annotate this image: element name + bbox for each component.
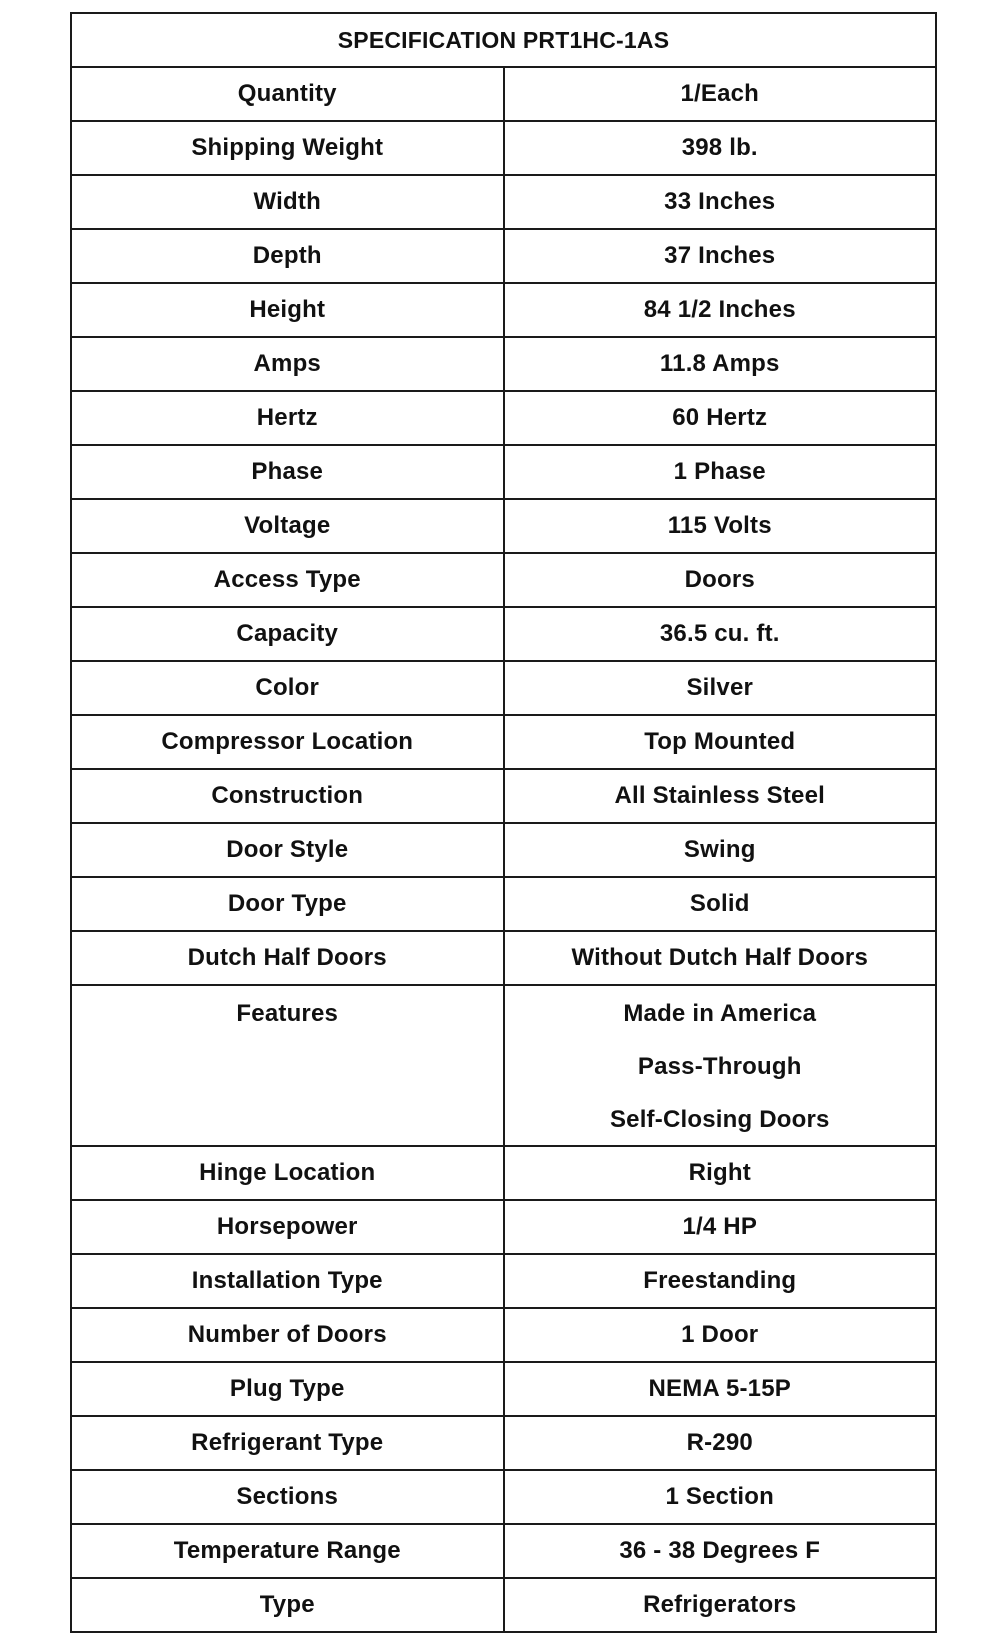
spec-label: Door Style bbox=[71, 823, 504, 877]
table-row-features bbox=[71, 985, 936, 1146]
spec-value: 398 lb. bbox=[504, 121, 937, 175]
spec-label: Installation Type bbox=[71, 1254, 504, 1308]
specification-table bbox=[70, 12, 937, 1633]
spec-value: Top Mounted bbox=[504, 715, 937, 769]
table-row bbox=[71, 877, 936, 931]
spec-label: Horsepower bbox=[71, 1200, 504, 1254]
specification-table-body bbox=[71, 13, 936, 1632]
spec-label: Access Type bbox=[71, 553, 504, 607]
spec-label: Shipping Weight bbox=[71, 121, 504, 175]
spec-label: Height bbox=[71, 283, 504, 337]
table-row bbox=[71, 499, 936, 553]
spec-value: 36 - 38 Degrees F bbox=[504, 1524, 937, 1578]
feature-item: Pass-Through bbox=[637, 1053, 802, 1080]
table-row bbox=[71, 553, 936, 607]
spec-label: Refrigerant Type bbox=[71, 1416, 504, 1470]
table-row bbox=[71, 337, 936, 391]
spec-label: Amps bbox=[71, 337, 504, 391]
table-row bbox=[71, 607, 936, 661]
table-row bbox=[71, 715, 936, 769]
spec-value: Refrigerators bbox=[504, 1578, 937, 1632]
table-row bbox=[71, 1578, 936, 1632]
spec-label: Color bbox=[71, 661, 504, 715]
table-row bbox=[71, 823, 936, 877]
spec-value: Without Dutch Half Doors bbox=[504, 931, 937, 985]
spec-value: 37 Inches bbox=[504, 229, 937, 283]
spec-label: Depth bbox=[71, 229, 504, 283]
spec-value: 1/Each bbox=[504, 67, 937, 121]
feature-item: Self-Closing Doors bbox=[609, 1106, 830, 1133]
spec-label: Number of Doors bbox=[71, 1308, 504, 1362]
spec-value: Freestanding bbox=[504, 1254, 937, 1308]
table-row bbox=[71, 1254, 936, 1308]
table-row bbox=[71, 391, 936, 445]
table-row bbox=[71, 175, 936, 229]
spec-label: Dutch Half Doors bbox=[71, 931, 504, 985]
spec-value: 33 Inches bbox=[504, 175, 937, 229]
spec-value: 36.5 cu. ft. bbox=[504, 607, 937, 661]
table-row bbox=[71, 931, 936, 985]
table-row bbox=[71, 1362, 936, 1416]
spec-value: 84 1/2 Inches bbox=[504, 283, 937, 337]
spec-value: 1/4 HP bbox=[504, 1200, 937, 1254]
spec-label: Width bbox=[71, 175, 504, 229]
feature-item: Made in America bbox=[623, 1000, 817, 1027]
spec-label: Capacity bbox=[71, 607, 504, 661]
spec-value-list bbox=[504, 985, 937, 1146]
table-row bbox=[71, 1470, 936, 1524]
spec-value: 1 Door bbox=[504, 1308, 937, 1362]
table-row bbox=[71, 1146, 936, 1200]
spec-value: 60 Hertz bbox=[504, 391, 937, 445]
spec-value: 11.8 Amps bbox=[504, 337, 937, 391]
spec-value: 1 Section bbox=[504, 1470, 937, 1524]
table-row bbox=[71, 661, 936, 715]
table-row bbox=[71, 121, 936, 175]
table-row bbox=[71, 1200, 936, 1254]
spec-label: Hertz bbox=[71, 391, 504, 445]
spec-label: Compressor Location bbox=[71, 715, 504, 769]
table-title-row bbox=[71, 13, 936, 67]
spec-value: 115 Volts bbox=[504, 499, 937, 553]
table-row bbox=[71, 769, 936, 823]
spec-label: Hinge Location bbox=[71, 1146, 504, 1200]
table-row bbox=[71, 283, 936, 337]
spec-value: All Stainless Steel bbox=[504, 769, 937, 823]
spec-label: Type bbox=[71, 1578, 504, 1632]
table-row bbox=[71, 229, 936, 283]
spec-label: Plug Type bbox=[71, 1362, 504, 1416]
spec-label: Quantity bbox=[71, 67, 504, 121]
table-title: SPECIFICATION PRT1HC-1AS bbox=[71, 13, 936, 67]
spec-label: Temperature Range bbox=[71, 1524, 504, 1578]
spec-value: NEMA 5-15P bbox=[504, 1362, 937, 1416]
table-row bbox=[71, 1308, 936, 1362]
table-row bbox=[71, 1416, 936, 1470]
spec-value: Solid bbox=[504, 877, 937, 931]
spec-value: Silver bbox=[504, 661, 937, 715]
spec-value: Right bbox=[504, 1146, 937, 1200]
spec-label bbox=[71, 985, 504, 1146]
spec-label: Construction bbox=[71, 769, 504, 823]
spec-label: Phase bbox=[71, 445, 504, 499]
spec-value: Doors bbox=[504, 553, 937, 607]
table-row bbox=[71, 445, 936, 499]
spec-value: R-290 bbox=[504, 1416, 937, 1470]
spec-label: Sections bbox=[71, 1470, 504, 1524]
spec-value: 1 Phase bbox=[504, 445, 937, 499]
spec-label: Door Type bbox=[71, 877, 504, 931]
table-row bbox=[71, 67, 936, 121]
table-row bbox=[71, 1524, 936, 1578]
features-label: Features bbox=[236, 1000, 339, 1027]
spec-label: Voltage bbox=[71, 499, 504, 553]
spec-value: Swing bbox=[504, 823, 937, 877]
